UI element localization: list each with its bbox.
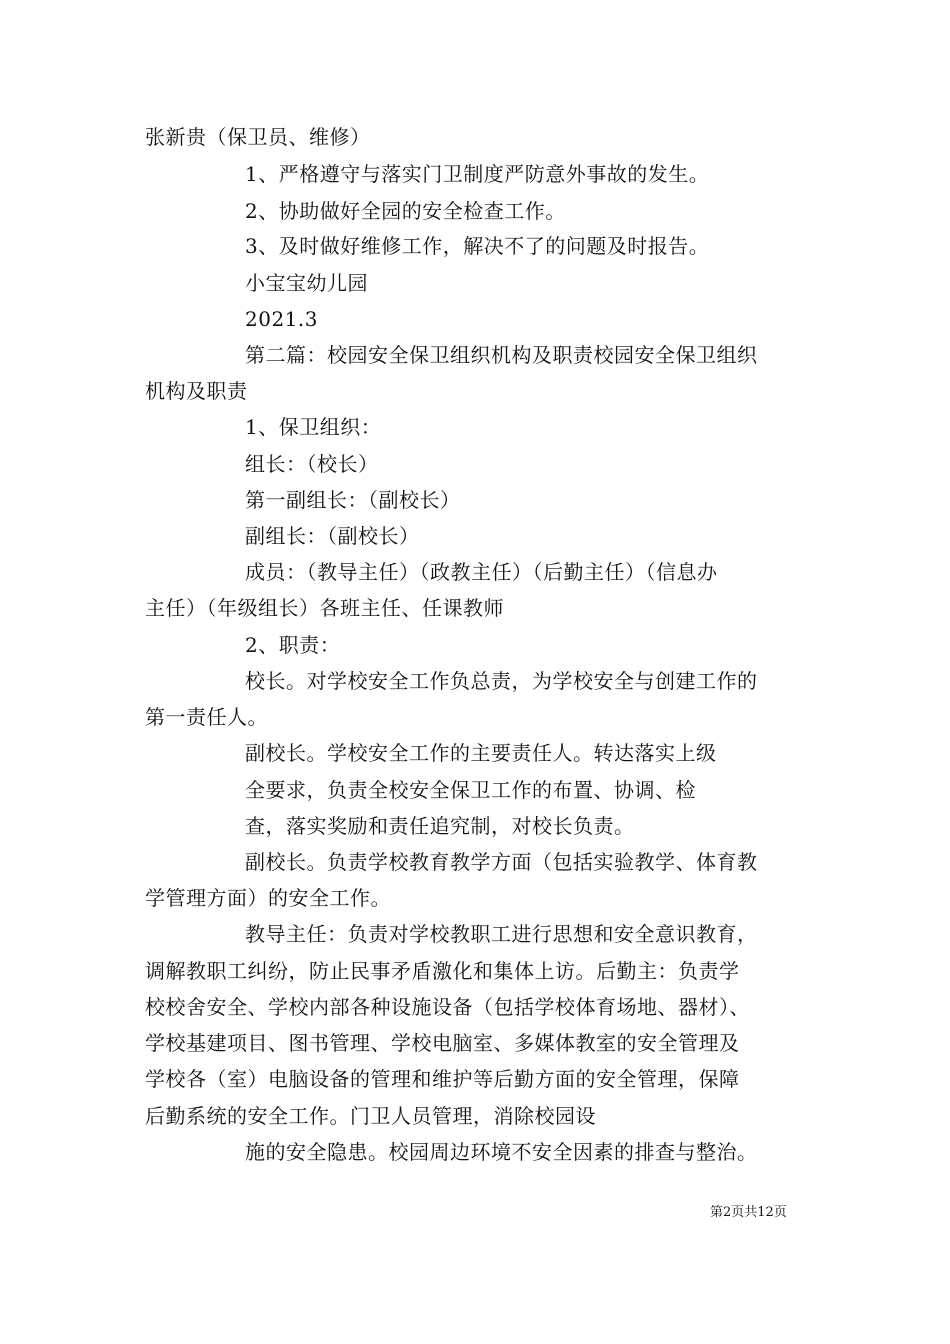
text-line: 校长。对学校安全工作负总责，为学校安全与创建工作的 bbox=[245, 669, 758, 693]
text-line: 副校长。学校安全工作的主要责任人。转达落实上级 bbox=[245, 741, 717, 765]
text-line: 第二篇：校园安全保卫组织机构及职责校园安全保卫组织 bbox=[245, 343, 758, 367]
text-line: 施的安全隐患。校园周边环境不安全因素的排查与整治。 bbox=[245, 1140, 758, 1164]
text-line: 副组长：（副校长） bbox=[245, 524, 420, 548]
text-line: 第一副组长：（副校长） bbox=[245, 488, 461, 512]
text-line: 1、严格遵守与落实门卫制度严防意外事故的发生。 bbox=[245, 162, 710, 186]
text-line: 3、及时做好维修工作，解决不了的问题及时报告。 bbox=[245, 234, 710, 258]
text-line: 校校舍安全、学校内部各种设施设备（包括学校体育场地、器材）、 bbox=[145, 995, 750, 1019]
text-line: 2、职责： bbox=[245, 633, 341, 657]
text-line: 小宝宝幼儿园 bbox=[245, 271, 368, 295]
text-line: 2、协助做好全园的安全检查工作。 bbox=[245, 199, 566, 223]
text-line: 第一责任人。 bbox=[145, 705, 268, 729]
text-line: 学校各（室）电脑设备的管理和维护等后勤方面的安全管理，保障 bbox=[145, 1067, 740, 1091]
text-line: 全要求，负责全校安全保卫工作的布置、协调、检 bbox=[245, 778, 696, 802]
text-line: 成员：（教导主任）（政教主任）（后勤主任）（信息办 bbox=[245, 560, 718, 584]
text-line: 调解教职工纠纷，防止民事矛盾激化和集体上访。后勤主：负责学 bbox=[145, 959, 740, 983]
page-number: 第2页共12页 bbox=[710, 1205, 787, 1220]
text-line: 组长：（校长） bbox=[245, 452, 379, 476]
text-line: 查，落实奖励和责任追究制，对校长负责。 bbox=[245, 814, 635, 838]
text-line: 机构及职责 bbox=[145, 379, 248, 403]
text-line: 学校基建项目、图书管理、学校电脑室、多媒体教室的安全管理及 bbox=[145, 1031, 740, 1055]
text-line: 张新贵（保卫员、维修） bbox=[145, 125, 371, 149]
text-line: 副校长。负责学校教育教学方面（包括实验教学、体育教 bbox=[245, 850, 758, 874]
text-line: 教导主任：负责对学校教职工进行思想和安全意识教育， bbox=[245, 922, 758, 946]
text-line: 主任）（年级组长）各班主任、任课教师 bbox=[145, 596, 504, 620]
text-line: 后勤系统的安全工作。门卫人员管理，消除校园设 bbox=[145, 1104, 596, 1128]
text-line: 学管理方面）的安全工作。 bbox=[145, 886, 391, 910]
text-line: 1、保卫组织： bbox=[245, 415, 382, 439]
text-line: 2021.3 bbox=[245, 307, 318, 331]
